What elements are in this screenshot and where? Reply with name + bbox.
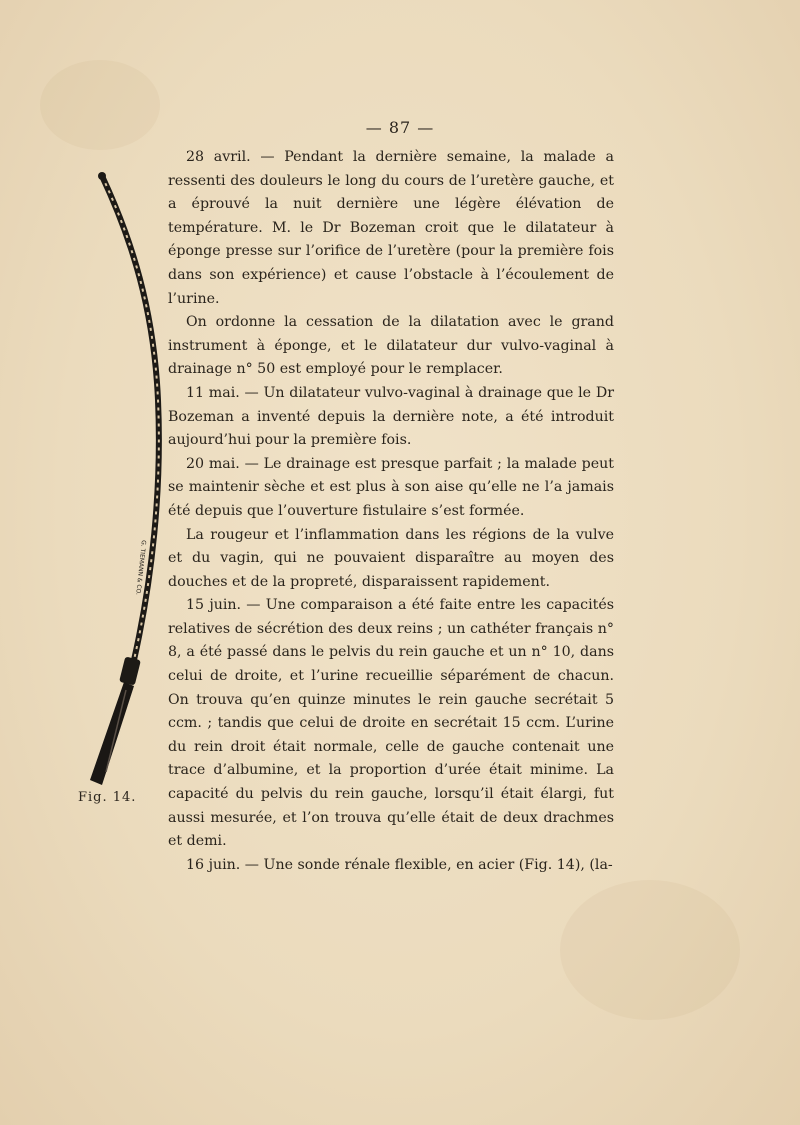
paragraph: 16 juin. — Une sonde rénale flexible, en acier (Fig. 14), (la- — [186, 856, 613, 873]
paragraph: 15 juin. — Une comparaison a été faite entre les capacités relatives de sécrétion des deux reins ; un cathéter français n° 8, a été passé dans le pelvis du rein gauche et un n° 10, dans celui de droite, et l’urine recueillie séparément de chacun. On trouva qu’en quinze minutes le rein gauche secrétait 5 ccm. ; tandis que celui de droite en secrétait 15 ccm. L’urine du rein droit était normale, celle de gauche contenait une trace d’albumine, et la proportion d’urée était minime. La capacité du pelvis du rein gauche, lorsqu’il était élargi, fut aussi mesurée, et l’on trouva qu’elle était de deux drachmes et demi. — [168, 597, 614, 850]
paragraph: 20 mai. — Le drainage est presque parfait ; la malade peut se maintenir sèche et est plus à son aise qu’elle ne l’a jamais été depuis que l’ouverture fistulaire s’est formée. — [168, 455, 614, 519]
maker-mark: G. TIEMANN & CO. — [134, 539, 147, 596]
renal-sound-icon — [62, 160, 172, 800]
paragraph: 28 avril. — Pendant la dernière semaine, la malade a ressenti des douleurs le long du cours de l’uretère gauche, et a éprouvé la nuit dernière une légère élévation de température. M. le Dr Bozeman croit que le dilatateur à éponge presse sur l’orifice de l’uretère (pour la première fois dans son expérience) et cause l’obstacle à l’écoulement de l’urine. — [168, 149, 614, 307]
body-text — [168, 146, 614, 877]
figure-caption: Fig. 14. — [78, 790, 137, 805]
paper-stain — [560, 880, 740, 1020]
renal-sound-illustration — [62, 160, 172, 800]
paragraph: La rougeur et l’inflammation dans les régions de la vulve et du vagin, qui ne pouvaient disparaître au moyen des douches et de la propreté, disparaissent rapidement. — [168, 526, 614, 590]
paragraph: On ordonne la cessation de la dilatation avec le grand instrument à éponge, et le dilatateur dur vulvo-vaginal à drainage n° 50 est employé pour le remplacer. — [168, 314, 614, 378]
paragraph: 11 mai. — Un dilatateur vulvo-vaginal à drainage que le Dr Bozeman a inventé depuis la dernière note, a été introduit aujourd’hui pour la première fois. — [168, 384, 614, 449]
page-number: — 87 — — [365, 118, 435, 137]
